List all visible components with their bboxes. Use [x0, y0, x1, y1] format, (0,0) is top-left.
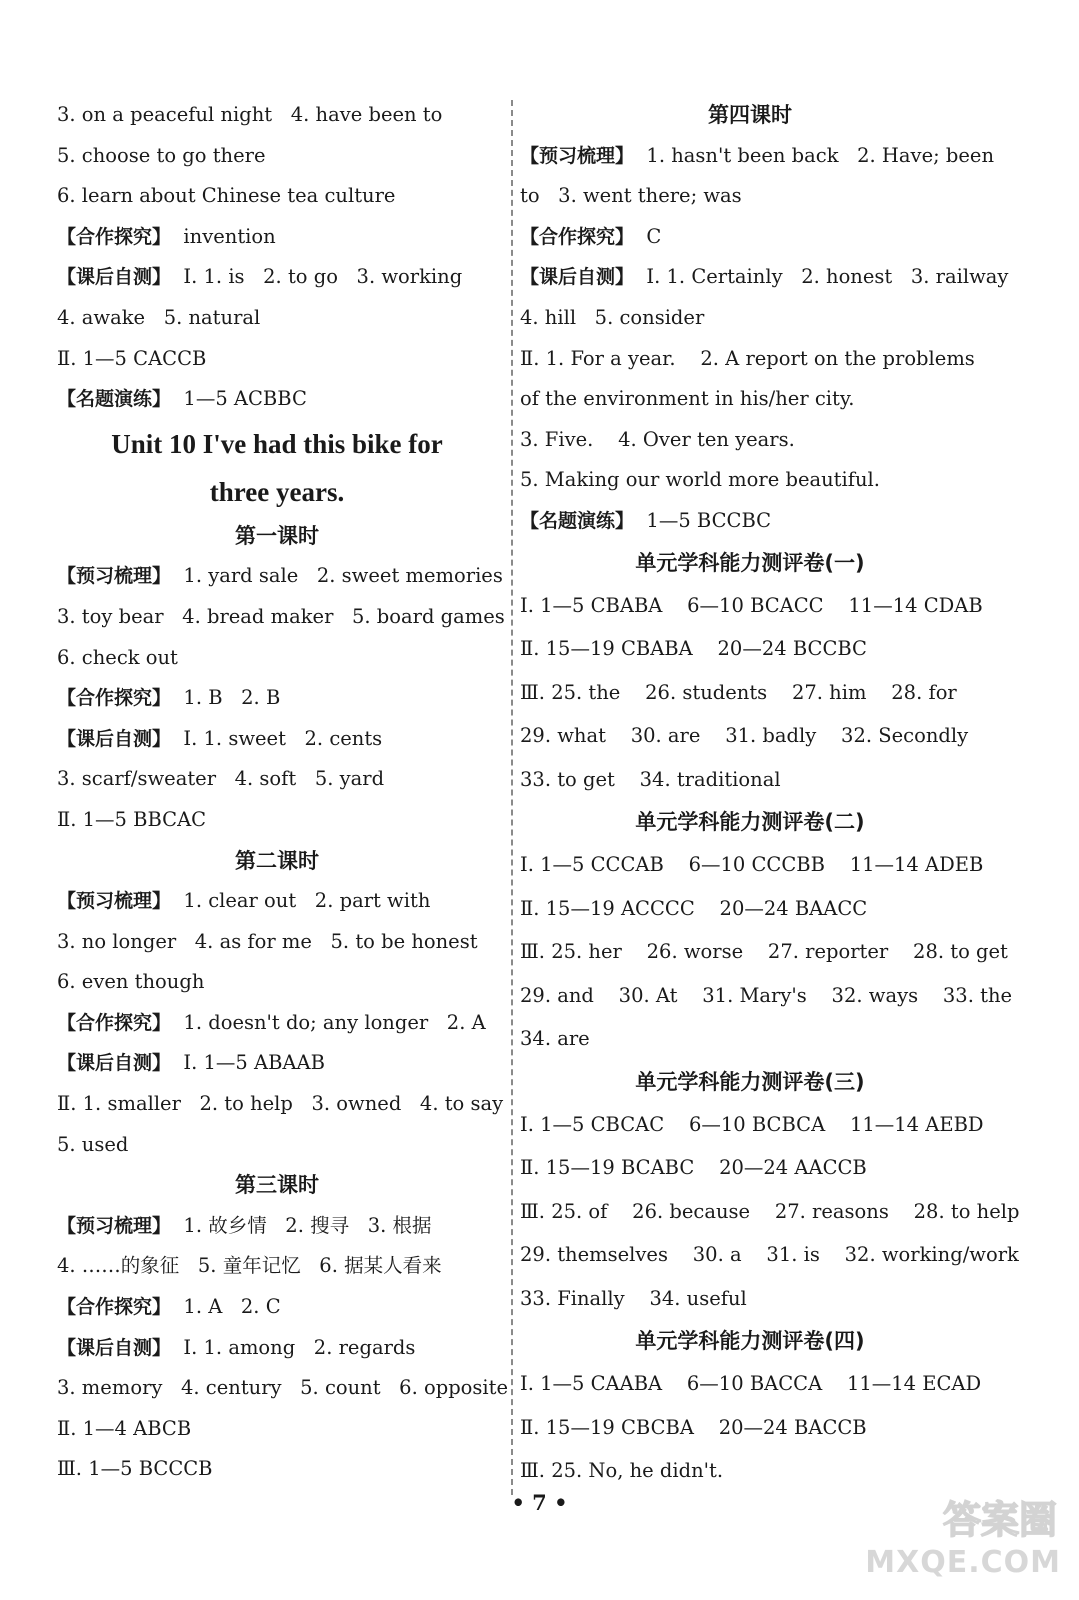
unit-test-heading: 单元学科能力测评卷(四) [635, 1329, 865, 1354]
answer-line: 【课后自测】 Ⅰ. 1. is 2. to go 3. working [57, 265, 463, 289]
lesson-4-answers [520, 136, 1009, 542]
unit-test-1 [520, 542, 983, 802]
answer-line: 【预习梳理】 1. clear out 2. part with [57, 889, 431, 913]
answer-line: 【课后自测】 Ⅰ. 1. Certainly 2. honest 3. railway [520, 265, 1009, 289]
answer-line: 3. Five. 4. Over ten years. [520, 427, 795, 451]
continued-answers [57, 95, 497, 420]
answer-line: Ⅱ. 1—4 ABCB [57, 1416, 192, 1440]
answer-line: 5. choose to go there [57, 143, 266, 167]
answer-line: 【合作探究】 1. A 2. C [57, 1295, 281, 1319]
answer-line: Ⅲ. 25. her 26. worse 27. reporter 28. to get [520, 940, 1008, 964]
lesson-1-heading: 第一课时 [235, 523, 319, 548]
answer-line: 29. and 30. At 31. Mary's 32. ways 33. the [520, 983, 1013, 1007]
answer-line: Ⅱ. 1—5 BBCAC [57, 807, 207, 831]
answer-line: 5. Making our world more beautiful. [520, 468, 880, 492]
answer-line: 【预习梳理】 1. hasn't been back 2. Have; been [520, 143, 995, 167]
answer-line: 【预习梳理】 1. yard sale 2. sweet memories [57, 564, 503, 588]
lesson-1-answers [57, 556, 505, 840]
answer-line: 【课后自测】 Ⅰ. 1—5 ABAAB [57, 1051, 325, 1075]
answer-line: 3. no longer 4. as for me 5. to be honest [57, 929, 478, 953]
unit-test-3 [520, 1061, 1020, 1321]
answer-line: 6. even though [57, 970, 205, 994]
answer-line: Ⅰ. 1—5 CCCAB 6—10 CCCBB 11—14 ADEB [520, 853, 984, 877]
watermark-url-text: MXQE.COM [865, 1545, 1061, 1580]
answer-line: 【课后自测】 Ⅰ. 1. sweet 2. cents [57, 726, 383, 750]
right-column [520, 95, 1020, 1493]
answer-line: 4. ……的象征 5. 童年记忆 6. 据某人看来 [57, 1254, 442, 1278]
answer-line: 【合作探究】 C [520, 224, 662, 248]
answer-line: Ⅲ. 1—5 BCCCB [57, 1457, 213, 1481]
answer-line: 29. themselves 30. a 31. is 32. working/work [520, 1243, 1019, 1267]
lesson-2-answers [57, 881, 504, 1165]
answer-line: 3. on a peaceful night 4. have been to [57, 103, 443, 126]
answer-line: Ⅱ. 1—5 CACCB [57, 346, 207, 370]
answer-line: Ⅰ. 1—5 CBCAC 6—10 BCBCA 11—14 AEBD [520, 1112, 984, 1136]
unit-test-2 [520, 801, 1013, 1061]
answer-line: 【预习梳理】 1. 故乡情 2. 搜寻 3. 根据 [57, 1213, 432, 1237]
answer-line: 6. learn about Chinese tea culture [57, 184, 396, 208]
answer-line: to 3. went there; was [520, 184, 742, 208]
answer-line: 34. are [520, 1027, 590, 1051]
answer-line: Ⅰ. 1—5 CBABA 6—10 BCACC 11—14 CDAB [520, 593, 983, 617]
answer-line: Ⅱ. 1. For a year. 2. A report on the problems [520, 346, 975, 370]
answer-line: 4. awake 5. natural [57, 305, 261, 329]
answer-line: Ⅰ. 1—5 CAABA 6—10 BACCA 11—14 ECAD [520, 1372, 982, 1396]
answer-line: 【名题演练】 1—5 BCCBC [520, 508, 772, 532]
answer-line: 6. check out [57, 645, 178, 669]
lesson-2-heading: 第二课时 [235, 848, 319, 873]
unit-test-heading: 单元学科能力测评卷(一) [635, 550, 865, 575]
answer-line: Ⅲ. 25. of 26. because 27. reasons 28. to help [520, 1199, 1020, 1223]
answer-line: 3. memory 4. century 5. count 6. opposite [57, 1376, 509, 1400]
answer-line: Ⅲ. 25. the 26. students 27. him 28. for [520, 680, 957, 704]
answer-line: 33. Finally 34. useful [520, 1286, 747, 1310]
unit-title: Unit 10 I've had this bike for three years. [111, 428, 443, 507]
answer-line: 【合作探究】 invention [57, 224, 276, 248]
answer-line: 4. hill 5. consider [520, 305, 705, 329]
answer-line: Ⅲ. 25. No, he didn't. [520, 1459, 724, 1483]
answer-line: Ⅱ. 15—19 BCABC 20—24 AACCB [520, 1156, 867, 1180]
unit-test-4 [520, 1320, 980, 1493]
answer-line: 【合作探究】 1. B 2. B [57, 686, 281, 710]
answer-line: of the environment in his/her city. [520, 387, 855, 411]
column-divider [511, 100, 513, 1495]
watermark-cn-text: 答案圈 [942, 1498, 1057, 1542]
answer-line: Ⅱ. 15—19 ACCCC 20—24 BAACC [520, 896, 868, 920]
answer-line: Ⅱ. 1. smaller 2. to help 3. owned 4. to say [57, 1092, 504, 1116]
answer-line: 【课后自测】 Ⅰ. 1. among 2. regards [57, 1335, 416, 1359]
answer-line: 3. toy bear 4. bread maker 5. board games [57, 604, 505, 628]
page-number: • 7 • [511, 1490, 568, 1515]
answer-line: Ⅱ. 15—19 CBABA 20—24 BCCBC [520, 637, 867, 661]
watermark-logo [865, 1493, 1071, 1588]
answer-line: 29. what 30. are 31. badly 32. Secondly [520, 724, 969, 748]
unit-test-heading: 单元学科能力测评卷(三) [635, 1069, 865, 1094]
answer-line: Ⅱ. 15—19 CBCBA 20—24 BACCB [520, 1415, 867, 1439]
answer-line: 【合作探究】 1. doesn't do; any longer 2. A [57, 1010, 486, 1034]
answer-line: 5. used [57, 1132, 129, 1156]
unit-test-heading: 单元学科能力测评卷(二) [635, 810, 865, 835]
lesson-4-heading: 第四课时 [708, 103, 792, 127]
lesson-3-answers [57, 1206, 509, 1490]
lesson-3-heading: 第三课时 [235, 1173, 319, 1198]
left-column [57, 95, 509, 1490]
answer-line: 33. to get 34. traditional [520, 767, 781, 791]
answer-line: 【名题演练】 1—5 ACBBC [57, 387, 307, 411]
answer-line: 3. scarf/sweater 4. soft 5. yard [57, 767, 385, 791]
